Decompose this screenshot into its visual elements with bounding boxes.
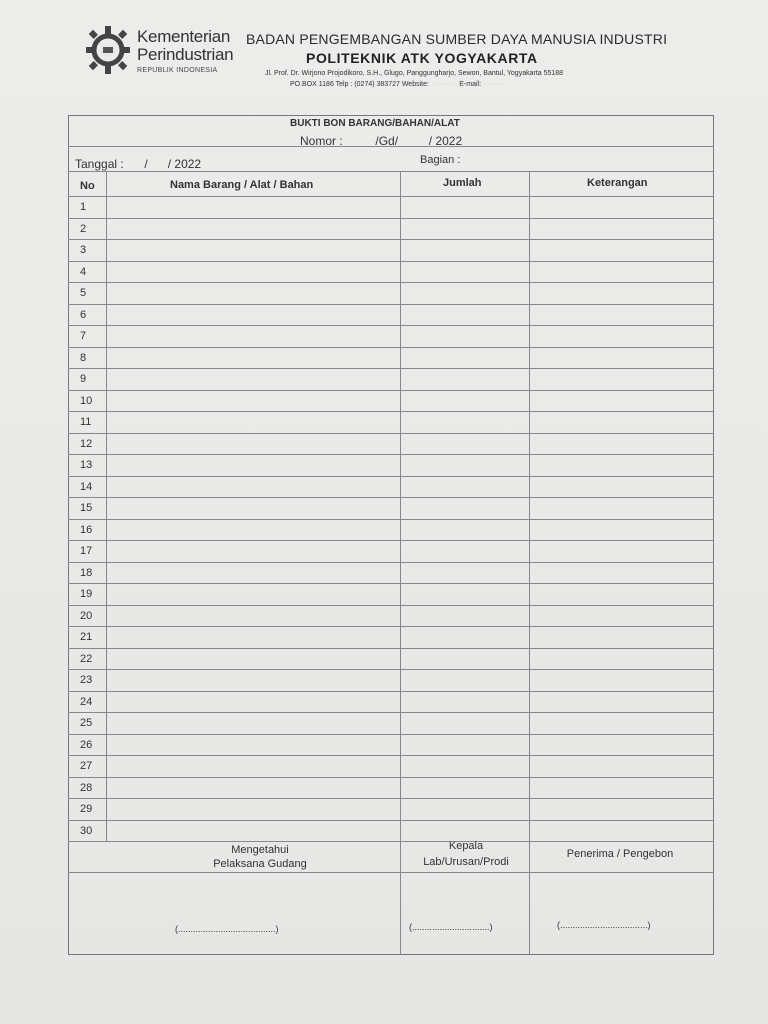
row-number: 17: [80, 545, 93, 557]
date-value: / / 2022: [144, 157, 202, 171]
ministry-name: [137, 28, 233, 74]
ministry-gear-logo-icon: [84, 22, 132, 78]
row-number: 29: [80, 803, 93, 815]
row-number: 2: [80, 223, 87, 235]
col-header-no: No: [80, 180, 95, 192]
ministry-line-1: Kementerian: [137, 27, 231, 46]
nomor-label: Nomor :: [300, 134, 343, 148]
agency-name: BADAN PENGEMBANGAN SUMBER DAYA MANUSIA INDUSTRI: [246, 31, 668, 47]
row-number: 22: [80, 653, 93, 665]
row-number: 9: [80, 373, 87, 385]
row-number: 8: [80, 352, 87, 364]
date-field[interactable]: [75, 157, 201, 171]
row-number: 18: [80, 567, 93, 579]
col-header-quantity: Jumlah: [443, 177, 482, 189]
sig-col2-line2: Lab/Urusan/Prodi: [423, 856, 509, 868]
row-number: 19: [80, 588, 93, 600]
sig-col2-line1: Kepala: [448, 840, 484, 852]
address-email-label: E-mail:: [459, 81, 482, 88]
form-frame: [68, 115, 714, 955]
row-number: 21: [80, 631, 93, 643]
row-number: 10: [80, 395, 93, 407]
row-number: 3: [80, 244, 87, 256]
col-header-item-name: Nama Barang / Alat / Bahan: [170, 179, 314, 191]
row-number: 12: [80, 438, 93, 450]
row-number: 23: [80, 674, 93, 686]
row-number: 4: [80, 266, 87, 278]
sig-col2-blank[interactable]: (...............................): [409, 922, 493, 932]
form-title: BUKTI BON BARANG/BAHAN/ALAT: [290, 118, 460, 129]
row-number: 30: [80, 825, 93, 837]
department-field[interactable]: Bagian :: [420, 154, 461, 166]
row-number: 5: [80, 287, 87, 299]
row-number: 25: [80, 717, 93, 729]
row-number: 11: [80, 416, 92, 428]
row-number: 13: [80, 459, 93, 471]
sig-col3-blank[interactable]: (...................................): [557, 920, 651, 930]
row-number: 16: [80, 524, 93, 536]
ministry-line-2: Perindustrian: [137, 45, 234, 64]
nomor-mid: /Gd/: [375, 134, 399, 148]
row-number: 6: [80, 309, 87, 321]
form-number: [300, 134, 462, 148]
sig-col1-line1: Mengetahui: [231, 844, 289, 856]
row-number: 20: [80, 610, 93, 622]
institution-name: POLITEKNIK ATK YOGYAKARTA: [306, 50, 538, 66]
row-number: 14: [80, 481, 93, 493]
row-number: 7: [80, 330, 87, 342]
address-line-2: PO.BOX 1186 Telp : (0274) 383727 Website: ········ E-mail: ········: [290, 81, 504, 88]
date-label: Tanggal :: [75, 157, 124, 171]
ministry-line-3: REPUBLIK INDONESIA: [137, 67, 218, 74]
sig-col1-blank[interactable]: (.......................................): [175, 924, 279, 934]
col-header-remarks: Keterangan: [587, 177, 648, 189]
row-number: 15: [80, 502, 93, 514]
address-phone-website: PO.BOX 1186 Telp : (0274) 383727 Website:: [290, 81, 429, 88]
row-number: 24: [80, 696, 93, 708]
row-number: 1: [80, 201, 87, 213]
nomor-year: / 2022: [428, 134, 463, 148]
sig-col3-line1: Penerima / Pengebon: [566, 848, 674, 860]
row-number: 27: [80, 760, 93, 772]
sig-col1-line2: Pelaksana Gudang: [213, 858, 307, 870]
row-number: 26: [80, 739, 93, 751]
row-number: 28: [80, 782, 93, 794]
address-line-1: Jl. Prof. Dr. Wirjono Projodikoro, S.H., Glugo, Panggungharjo, Sewon, Bantul, Yogyakarta 55188: [265, 70, 564, 77]
